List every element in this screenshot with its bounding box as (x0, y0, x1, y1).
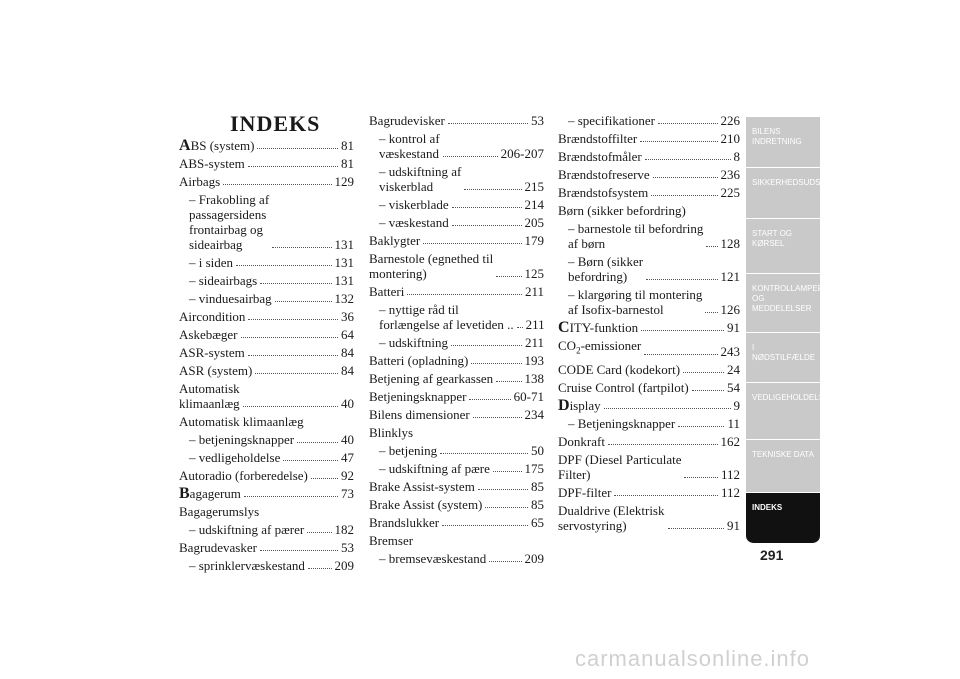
watermark: carmanualsonline.info (575, 646, 811, 671)
index-entry-label: Betjeningsknapper (369, 389, 467, 404)
index-entry-label: – viskerblade (379, 197, 449, 212)
index-entry (558, 398, 740, 413)
index-entry-label: Aircondition (179, 309, 246, 324)
leader-dots (517, 327, 523, 328)
leader-dots (248, 355, 338, 356)
index-entry-label: – sideairbags (189, 273, 258, 288)
leader-dots (478, 489, 528, 490)
index-entry-label: Bilens dimensioner (369, 407, 470, 422)
index-entry (179, 363, 354, 378)
index-entry-page: 81 (341, 156, 354, 171)
index-entry (558, 338, 740, 359)
leader-dots (248, 166, 338, 167)
index-entry (558, 503, 740, 533)
index-entry (179, 540, 354, 555)
sidebar-tab-6[interactable]: TEKNISKE DATA (746, 440, 820, 493)
leader-dots (241, 337, 339, 338)
index-entry (369, 389, 544, 404)
index-entry (369, 302, 544, 332)
index-entry-page: 234 (524, 407, 544, 422)
index-entry-page: 8 (733, 149, 740, 164)
index-entry-page: 54 (727, 379, 740, 395)
index-entry-label: – specifikationer (568, 113, 655, 128)
leader-dots (311, 478, 338, 479)
index-entry-label: – sprinklervæskestand (189, 558, 305, 573)
index-entry-label: – kontrol af væskestand (379, 131, 440, 161)
index-entry-label: CITY-funktion (558, 319, 639, 336)
index-entry-label: – betjening (379, 443, 438, 458)
index-entry (369, 251, 544, 281)
leader-dots (407, 294, 522, 295)
leader-dots (297, 442, 338, 443)
index-entry-label: – nyttige råd til forlængelse af levetiden .. (379, 302, 514, 332)
index-entry-page: 205 (524, 215, 544, 230)
index-entry-page: 243 (720, 343, 740, 359)
index-entry (369, 497, 544, 512)
index-entry (179, 174, 354, 189)
index-entry-label: ASR (system) (179, 363, 253, 378)
index-entry-page: 138 (524, 371, 544, 386)
sidebar-tab-0[interactable]: BILENS INDRETNING (746, 117, 820, 168)
index-entry-page: 112 (720, 466, 740, 482)
index-entry-page: 131 (334, 255, 354, 270)
index-entry-label: ABS (system) (179, 137, 255, 154)
index-entry-page: 24 (727, 361, 740, 377)
index-entry (179, 486, 354, 501)
leader-dots (471, 363, 521, 364)
leader-dots (243, 406, 338, 407)
sidebar-tab-5[interactable]: VEDLIGEHOLDELSE (746, 383, 820, 440)
index-entry (179, 345, 354, 360)
index-entry-label: Autoradio (forberedelse) (179, 468, 308, 483)
index-entry-page: 128 (720, 236, 740, 251)
leader-dots (307, 532, 331, 533)
index-entry-page: 209 (524, 551, 544, 566)
page-title: INDEKS (230, 111, 321, 136)
leader-dots (614, 495, 718, 496)
index-entry-label: Automatisk klimaanlæg (179, 381, 240, 411)
index-entry-page: 53 (341, 540, 354, 555)
index-entry (369, 407, 544, 422)
index-entry (558, 203, 740, 218)
index-entry-label: – Børn (sikker befordring) (568, 254, 644, 284)
leader-dots (646, 279, 717, 280)
leader-dots (653, 177, 718, 178)
index-entry-page: 9 (733, 397, 740, 413)
index-entry-page: 211 (524, 335, 544, 350)
leader-dots (641, 330, 724, 331)
index-entry-label: Brændstofreserve (558, 167, 650, 182)
index-entry (369, 215, 544, 230)
index-entry (179, 156, 354, 171)
index-column-1 (179, 138, 354, 576)
index-entry-label: Dualdrive (Elektrisk servostyring) (558, 502, 665, 533)
index-entry-page: 112 (720, 484, 740, 500)
leader-dots (658, 123, 718, 124)
index-entry (369, 335, 544, 350)
index-entry (369, 551, 544, 566)
index-entry-page: 50 (531, 443, 544, 458)
index-entry-label: – udskiftning af pære (379, 461, 490, 476)
index-entry (558, 452, 740, 482)
index-entry-label: – udskiftning af pærer (189, 522, 305, 537)
index-entry-page: 211 (524, 284, 544, 299)
index-entry (369, 164, 544, 194)
index-entry-page: 210 (720, 131, 740, 146)
index-entry (179, 273, 354, 288)
index-entry (558, 320, 740, 335)
index-entry-page: 40 (341, 432, 354, 447)
leader-dots (423, 243, 521, 244)
index-entry (558, 167, 740, 182)
index-entry-page: 36 (341, 309, 354, 324)
index-entry-label: ABS-system (179, 156, 245, 171)
index-entry (558, 362, 740, 377)
leader-dots (705, 312, 717, 313)
index-entry-page: 121 (720, 269, 740, 284)
index-entry-label: – udskiftning af viskerblad (379, 164, 462, 194)
index-entry-page: 162 (720, 433, 740, 449)
index-entry-label: Brake Assist-system (369, 479, 475, 494)
index-entry-label: Automatisk klimaanlæg (179, 414, 304, 429)
index-entry-label: – betjeningsknapper (189, 432, 295, 447)
leader-dots (684, 477, 717, 478)
index-entry (558, 485, 740, 500)
index-entry (179, 504, 354, 519)
index-entry (369, 533, 544, 548)
leader-dots (451, 345, 522, 346)
index-entry-label: Blinklys (369, 425, 414, 440)
index-entry (558, 221, 740, 251)
index-entry-page: 11 (727, 415, 740, 431)
leader-dots (678, 426, 724, 427)
index-entry-label: Batteri (369, 284, 405, 299)
index-entry-page: 132 (334, 291, 354, 306)
index-entry-page: 226 (720, 113, 740, 128)
index-entry-page: 131 (334, 273, 354, 288)
leader-dots (464, 189, 521, 190)
index-entry-label: $CO_2$-emissioner (558, 338, 642, 356)
index-entry-page: 91 (727, 320, 740, 335)
index-entry-label: Donkraft (558, 433, 605, 449)
index-entry (558, 185, 740, 200)
index-entry-label: Betjening af gearkassen (369, 371, 494, 386)
chapter-sidebar (746, 117, 837, 544)
leader-dots (493, 471, 522, 472)
index-entry-label: Børn (sikker befordring) (558, 203, 686, 218)
index-entry-page: 53 (531, 113, 544, 128)
leader-dots (645, 159, 731, 160)
leader-dots (604, 408, 731, 409)
leader-dots (692, 390, 724, 391)
index-entry (179, 192, 354, 252)
leader-dots (452, 225, 522, 226)
index-entry (179, 414, 354, 429)
index-entry-label: Brændstofsystem (558, 185, 649, 200)
index-entry-page: 182 (334, 522, 354, 537)
leader-dots (452, 207, 522, 208)
index-entry-page: 84 (341, 345, 354, 360)
index-entry-label: Cruise Control (fartpilot) (558, 379, 689, 395)
index-entry-page: 209 (334, 558, 354, 573)
index-entry (558, 149, 740, 164)
leader-dots (496, 381, 521, 382)
index-entry-page: 60-71 (513, 389, 544, 404)
index-entry (558, 113, 740, 128)
index-entry-label: Brændstofmåler (558, 149, 642, 164)
index-entry-page: 236 (720, 167, 740, 182)
index-entry-label: Display (558, 396, 601, 414)
index-entry-label: Askebæger (179, 327, 238, 342)
index-entry-page: 84 (341, 363, 354, 378)
leader-dots (640, 141, 717, 142)
leader-dots (443, 156, 498, 157)
index-entry-label: CODE Card (kodekort) (558, 361, 681, 377)
leader-dots (608, 444, 718, 445)
index-entry-label: Baklygter (369, 233, 421, 248)
index-entry (179, 291, 354, 306)
index-entry (179, 309, 354, 324)
index-entry-page: 85 (531, 497, 544, 512)
index-entry-page: 126 (720, 302, 740, 317)
index-entry-page: 81 (341, 138, 354, 153)
index-entry (558, 434, 740, 449)
index-entry (369, 461, 544, 476)
leader-dots (485, 507, 528, 508)
index-entry-label: Brandslukker (369, 515, 440, 530)
index-entry-page: 214 (524, 197, 544, 212)
sidebar-tab-1[interactable]: SIKKERHEDSUDSTYR (746, 168, 820, 219)
leader-dots (706, 246, 717, 247)
index-entry (179, 522, 354, 537)
index-entry (179, 450, 354, 465)
index-entry-label: Bagagerum (179, 485, 241, 502)
index-entry (179, 255, 354, 270)
index-entry-label: – bremsevæskestand (379, 551, 487, 566)
index-entry (369, 443, 544, 458)
index-entry-page: 179 (524, 233, 544, 248)
leader-dots (668, 528, 725, 529)
index-entry-page: 206-207 (500, 146, 544, 161)
index-entry-page: 64 (341, 327, 354, 342)
index-entry (179, 468, 354, 483)
index-entry (369, 371, 544, 386)
index-entry (369, 197, 544, 212)
index-entry (369, 515, 544, 530)
index-entry-label: Batteri (opladning) (369, 353, 469, 368)
index-entry-page: 225 (720, 185, 740, 200)
index-entry-page: 40 (341, 396, 354, 411)
leader-dots (442, 525, 528, 526)
index-entry (558, 254, 740, 284)
index-entry (179, 138, 354, 153)
leader-dots (496, 276, 521, 277)
leader-dots (248, 319, 338, 320)
index-entry-label: Bagrudevisker (369, 113, 445, 128)
page-number: 291 (760, 547, 784, 563)
index-entry-page: 129 (334, 174, 354, 189)
index-entry-page: 125 (524, 266, 544, 281)
leader-dots (473, 417, 522, 418)
index-entry-label: – væskestand (379, 215, 449, 230)
leader-dots (489, 561, 521, 562)
index-entry-label: ASR-system (179, 345, 245, 360)
leader-dots (644, 354, 717, 355)
leader-dots (272, 247, 331, 248)
leader-dots (257, 148, 338, 149)
index-entry-label: Bagagerumslys (179, 504, 260, 519)
index-entry (179, 381, 354, 411)
index-entry-label: – i siden (189, 255, 234, 270)
index-entry-label: Bremser (369, 533, 414, 548)
leader-dots (244, 496, 338, 497)
index-entry-page: 91 (727, 517, 740, 533)
index-entry-page: 211 (525, 317, 545, 332)
index-entry-page: 73 (341, 486, 354, 501)
leader-dots (469, 399, 510, 400)
index-entry-label: – barnestole til befordring af børn (568, 221, 704, 251)
index-entry-page: 92 (341, 468, 354, 483)
index-entry-label: Bagrudevasker (179, 540, 257, 555)
index-entry (179, 327, 354, 342)
leader-dots (255, 373, 338, 374)
index-entry (179, 558, 354, 573)
index-entry-label: – vinduesairbag (189, 291, 272, 306)
leader-dots (683, 372, 724, 373)
index-entry (558, 416, 740, 431)
index-entry (558, 380, 740, 395)
index-entry-page: 131 (334, 237, 354, 252)
sidebar-tab-2[interactable]: START OG KØRSEL (746, 219, 820, 274)
leader-dots (236, 265, 331, 266)
leader-dots (283, 460, 338, 461)
index-entry (369, 131, 544, 161)
index-entry-page: 65 (531, 515, 544, 530)
index-entry (558, 131, 740, 146)
index-entry (369, 353, 544, 368)
index-entry-label: – Betjeningsknapper (568, 415, 676, 431)
leader-dots (260, 283, 331, 284)
leader-dots (651, 195, 717, 196)
index-entry-label: – udskiftning (379, 335, 448, 350)
index-entry-label: Brake Assist (system) (369, 497, 483, 512)
index-entry (369, 233, 544, 248)
index-entry-label: – klargøring til montering af Isofix-barnestol (568, 287, 703, 317)
index-entry-page: 193 (524, 353, 544, 368)
index-column-2 (369, 113, 544, 569)
leader-dots (223, 184, 331, 185)
index-entry-label: Barnestole (egnethed til montering) (369, 251, 494, 281)
index-entry-label: Airbags (179, 174, 221, 189)
index-entry (369, 425, 544, 440)
index-entry-label: Brændstoffilter (558, 131, 638, 146)
index-entry-label: – Frakobling af passagersidens frontairbag og sideairbag (189, 192, 270, 252)
index-entry-page: 85 (531, 479, 544, 494)
index-entry-label: DPF (Diesel Particulate Filter) (558, 451, 682, 482)
sidebar-tab-3[interactable]: KONTROLLAMPER OG MEDDELELSER (746, 274, 820, 333)
index-entry-label: DPF-filter (558, 484, 612, 500)
index-entry-page: 215 (524, 179, 544, 194)
index-column-3 (558, 113, 740, 536)
index-entry (369, 479, 544, 494)
leader-dots (308, 568, 332, 569)
leader-dots (260, 550, 338, 551)
leader-dots (448, 123, 528, 124)
index-entry (369, 284, 544, 299)
index-entry-page: 47 (341, 450, 354, 465)
sidebar-tab-4[interactable]: I NØDSTILFÆLDE (746, 333, 820, 383)
index-entry-label: – vedligeholdelse (189, 450, 281, 465)
leader-dots (440, 453, 528, 454)
index-entry-page: 175 (524, 461, 544, 476)
index-entry (558, 287, 740, 317)
sidebar-tab-7[interactable]: INDEKS (746, 493, 820, 544)
index-entry (369, 113, 544, 128)
index-entry (179, 432, 354, 447)
leader-dots (275, 301, 332, 302)
